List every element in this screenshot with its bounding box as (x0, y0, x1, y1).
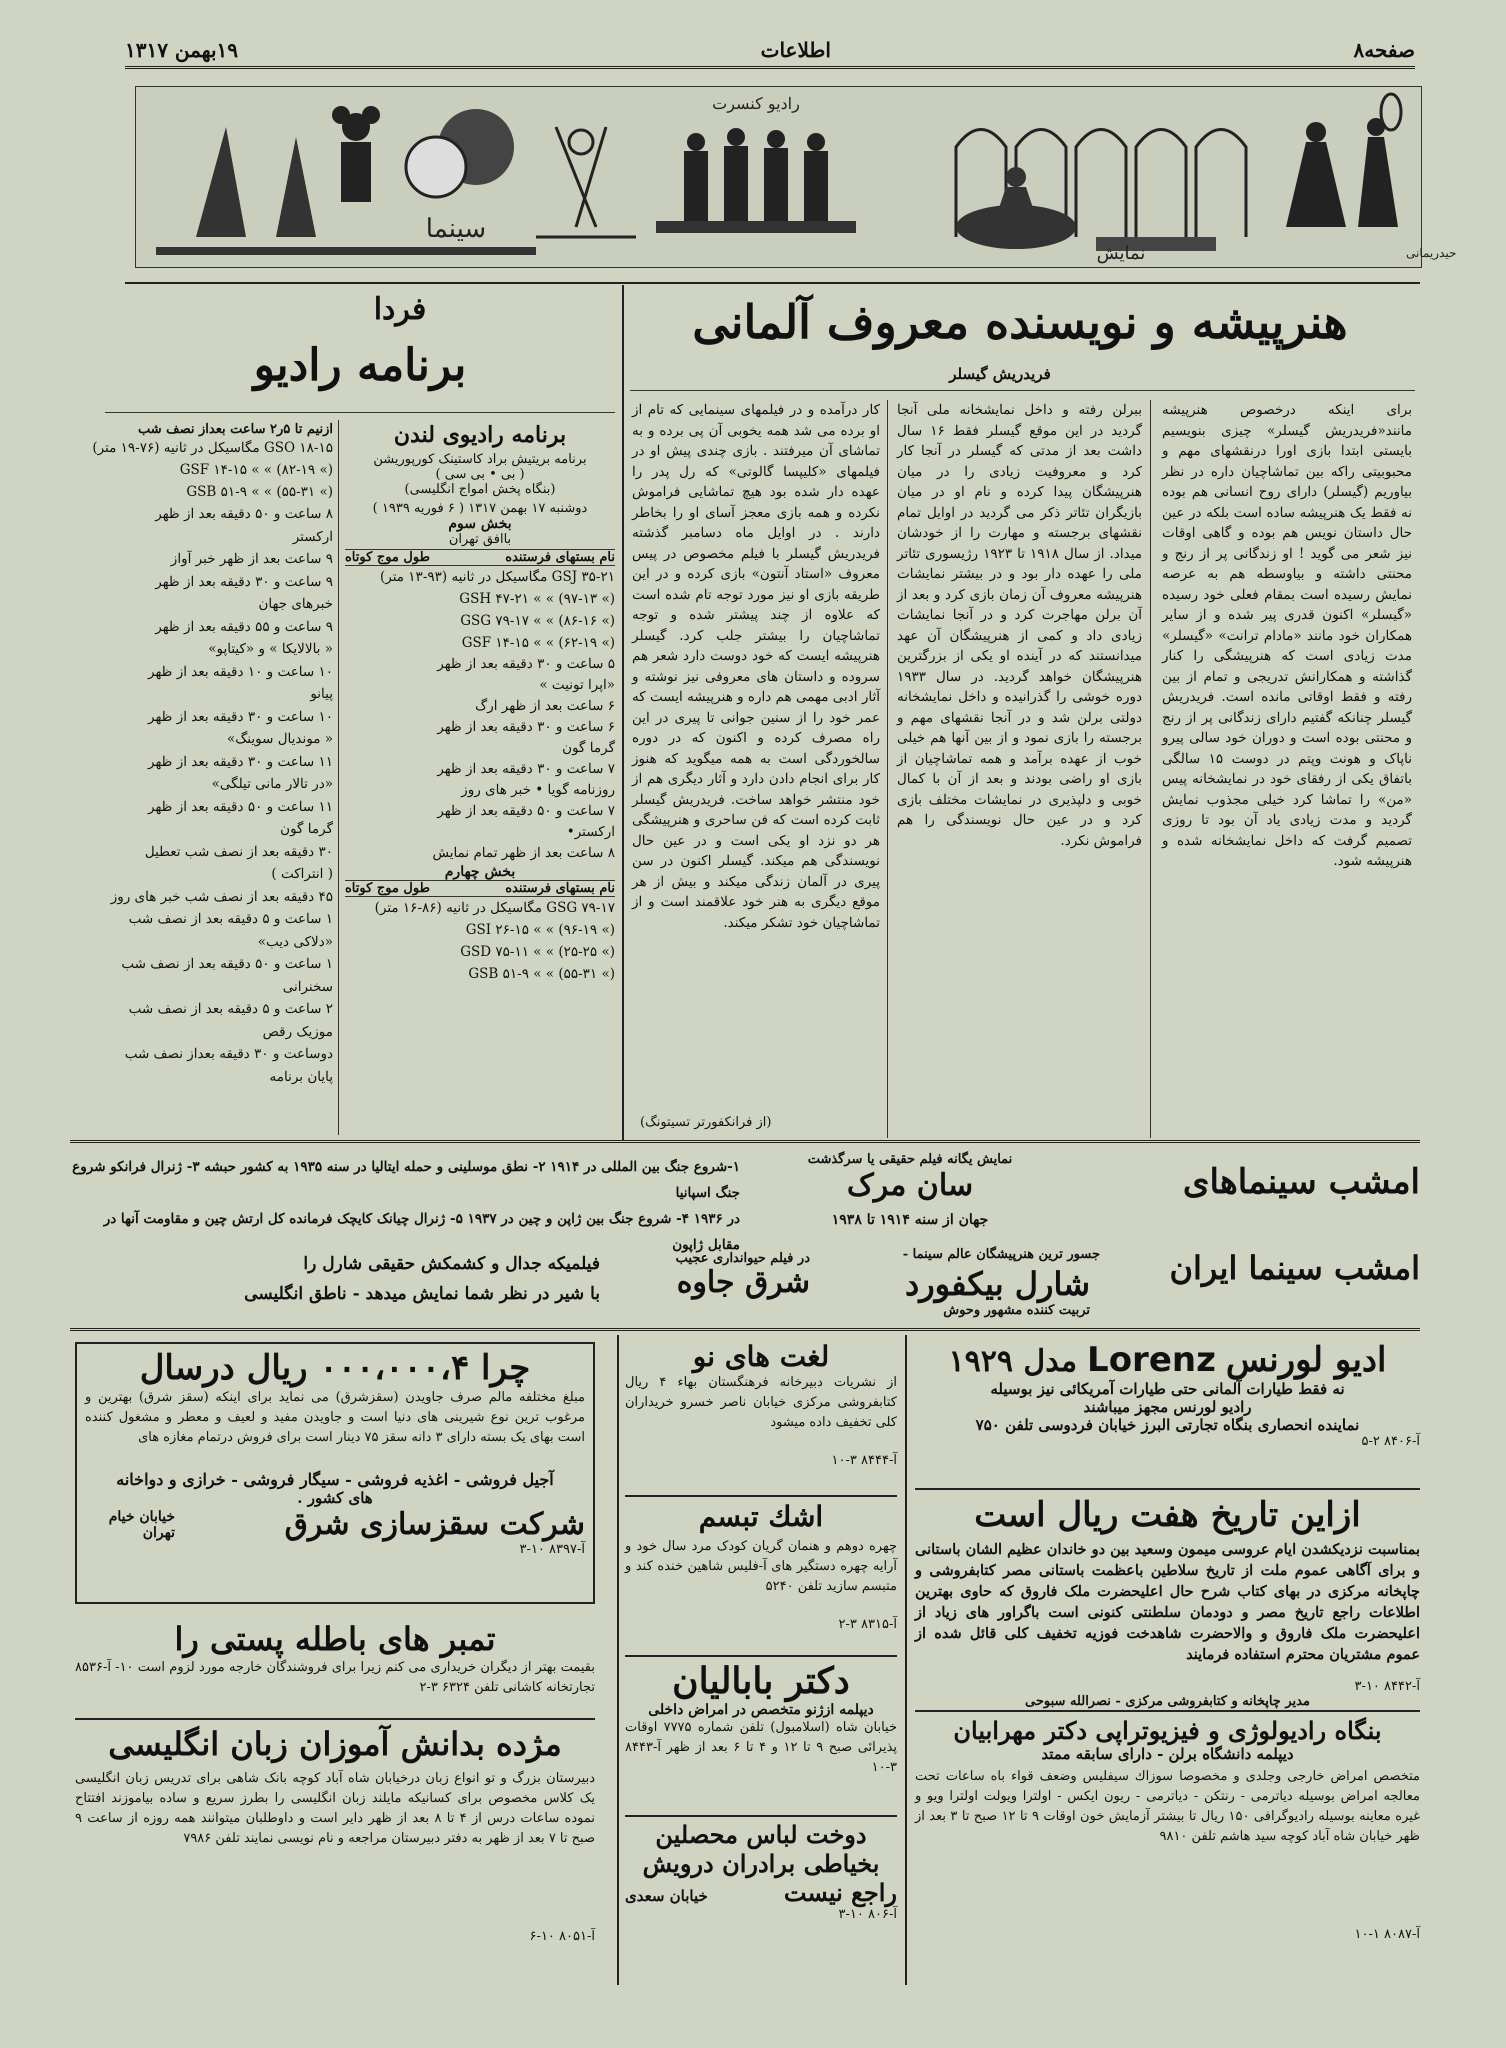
stamps-body: بقیمت بهتر از دیگران خریداری می کنم زیرا برای فروشندگان خارجه مورد لزوم است ۱۰- آ-۸۵۳۶ تجارتخانه کاشانی تلفن ۶۳۲۴ ۳-۲ (75, 1660, 596, 1695)
station-wave: ۳۵-۲۱ مگاسیکل در ثانیه (۹۳-۱۳ متر) (379, 569, 615, 585)
article-col1-text: برای اینکه درخصوص هنرپیشه مانند«فریدریش گیسلر» چیزی بنویسیم بایستی ابتدا بازی اورا درنقشهای مهم و محبوبیتی راکه بین تماشاچیان داره در نظر بیاوریم (گیسلر) دارای روح انسانی هم بوده نه فقط یک هنرپیشه ساده است بلکه در عین حال داستان نویس هم بوده و گاهی اوقات نیز شعر می گوید ! او زندگانی پر از رنج و محنتی داشته و بیاوسطه هم به عرصه نمایش رسیده است بمقام فعلی خود رسیده «گیسلر» اکنون قدری پیر شده و از سایر همکاران خود مانند «مادام ترانت» «گیسلر» مدت زیادی است که هنرپیشگی را کنار گذاشته و همکارانش تدریجی و تمام از بین رفته و فقط اوقاتی مانده است. فریدریش گیسلر چنانکه گفتیم دارای زندگانی پر از رنج و محنتی بوده است و دوران خود سالی پیرو ناپاک و هونت وپتم در دوست ۱۵ سالگی باتفاق یکی از رفقای خود در نمایشخانه پیس «من» را تماشا کرد خیلی مجذوب نمایش گردید و مدت زیادی یاد آن بود تا روزی تصمیم گرفت که داخل نمایشخانه شده و هنرپیشه شود. (1162, 402, 1412, 869)
radiology-clinic-ad (915, 1716, 1420, 1976)
station-table-header (345, 880, 615, 897)
london-subtitle: برنامه بریتیش براد کاستینک کورپوریشن (373, 452, 587, 467)
bbc-label: ( بی • بی سی ) (435, 467, 525, 482)
station-wave: ۷۵-۱۱ « « (۲۵-۲۵ «) (495, 944, 615, 960)
station-row (345, 941, 615, 963)
schedule-line: ۶ ساعت و ۳۰ دقیقه بعد از ظهر (437, 719, 615, 735)
schedule-line: ۱ ساعت و ۵ دقیقه بعد از نصف شب (128, 911, 333, 927)
schedule-line: ۴۵ دقیقه بعد از نصف شب خبر های روز (110, 888, 333, 905)
tailor-address: خیابان سعدی (625, 1887, 708, 1905)
divider (625, 1495, 897, 1497)
schedule-line: موزیک رقص (262, 1023, 333, 1040)
film-intro: در فیلم حیوانداری عجیب (675, 1251, 810, 1266)
clinic-title: بنگاه رادیولوژی و فیزیوتراپی دکتر مهرابیان (953, 1716, 1382, 1745)
actor-intro: جسور ترین هنرپیشگان عالم سینما - (902, 1247, 1100, 1262)
description-line: با شیر در نظر شما نمایش میدهد - ناطق انگلیسی (244, 1284, 600, 1304)
schedule-line: ارکستر• (566, 824, 615, 840)
new-words-title: لغت های نو (692, 1340, 830, 1373)
ad-code: آ-۸۰۸۷ ۱-۱۰ (1354, 1927, 1420, 1942)
schedule-line: ۱۱ ساعت و ۵۰ دقیقه بعد از ظهر (148, 798, 333, 815)
description-line: فیلمیکه جدال و کشمکش حقیقی شارل را (303, 1254, 600, 1274)
artist-signature: حیدریمانی (1406, 246, 1457, 260)
egypt-history-book-ad (915, 1495, 1420, 1709)
schedule-line: « بالالایکا » و «کیتاپو» (208, 641, 333, 657)
article-source: (از فرانکفورتر تسیتونگ) (640, 1115, 772, 1130)
schedule-line: دوساعت و ۳۰ دقیقه بعداز نصف شب (124, 1046, 333, 1062)
film-title: شرق جاوه (676, 1265, 810, 1300)
column-divider (617, 1335, 619, 1985)
station-row (345, 632, 615, 654)
part3-stations (345, 566, 615, 654)
schedule-line: پیانو (310, 686, 333, 702)
cinema-ad-iran (70, 1245, 1420, 1320)
cinema-ad-sub: جهان از سنه ۱۹۱۴ تا ۱۹۳۸ (831, 1212, 989, 1228)
divider (105, 412, 615, 413)
ashk-tabassom-ad (625, 1500, 897, 1650)
schedule-line: ۹ ساعت و ۳۰ دقیقه بعد از ظهر (155, 573, 333, 590)
tailor-ad (625, 1820, 897, 1980)
station-row (345, 566, 615, 588)
newspaper-name: اطلاعات (760, 38, 831, 62)
lorenz-line: رادیو لورنس مجهز میباشند (1083, 1398, 1252, 1416)
header-illustration (135, 86, 1457, 268)
radio-kicker: فردا (373, 292, 427, 327)
clinic-body: متخصص امراض خارجی وجلدی و مخصوصا سوزاك سیفلیس وضعف قواء باه ساعات تحت معالجه امراض بوسیله دیاترمی - رنتکن - دیاترمی - ریون ایکس - اولترا ویولت اولترا ویو و غیره معاینه بوسیله رادیوگرافی ۱۵۰ ریال تا بیشتر آزمایش خون اوقات ۹ تا ۱۲ صبح تا ۳ بعد از ظهر خیابان شاه آباد کوچه سید هاشم تلفن ۹۸۱۰ (915, 1769, 1420, 1844)
schedule-line: ۱۰ ساعت و ۱۰ دقیقه بعد از ظهر (148, 663, 333, 680)
station-code: GSI (465, 922, 492, 938)
page-header (125, 38, 1415, 69)
station-wave: ۷۹-۱۷ « « (۸۶-۱۶ «) (495, 613, 615, 629)
schedule-line: «در تالار مانی تیلگی» (211, 776, 333, 792)
lorenz-title: ادیو لورنس (1225, 1340, 1387, 1380)
station-wave: ۱۸-۱۵ مگاسیکل در ثانیه (۷۶-۱۹ متر) (92, 440, 333, 456)
divider (125, 282, 1420, 284)
station-wave: ۴۷-۲۱ « « (۹۷-۱۳ «) (495, 591, 615, 607)
station-table-header (345, 549, 615, 566)
schedule-line: سخنرانی (282, 978, 333, 995)
station-row (345, 897, 615, 919)
program-date: دوشنبه ۱۷ بهمن ۱۳۱۷ ( ۶ فوریه ۱۹۳۹ ) (372, 501, 588, 516)
gum-ad-shops: آجیل فروشی - اغذیه فروشی - سیگار فروشی - خرازی و دواخانه (116, 1470, 554, 1489)
bbc-language: (بنگاه پخش امواج انگلیسی) (404, 482, 556, 497)
lorenz-brand: Lorenz (1087, 1340, 1216, 1380)
ad-code: آ-۸۴۰۶ ۲-۵ (1361, 1434, 1420, 1449)
article-col3-text: کار درآمده و در فیلمهای سینمایی که تام از او برده می شد همه یخوبی آن پی برده و به تماشای آن میرفتند . بازی چندی پیش او در فیلمهای «کلیپسا گالوتی» که رل پدر را عهده دار شده بود هیچ تماشایی فراموش نکرده و همه بازی معجز آسای او را بخاطر دارند . در اوایل ماه دسامبر گذشته فریدریش گیسلر با فیلم مخصوص در پیس معروف «استاد آنتون» بازی کرده و در این طریقه بازی او نیز مورد توجه تام شده است که علاوه از چند پیشتر شده و توجه تماشاچیان را بیشتر جلب کرد. گیسلر هنرپیشه ایست که خود دوست دارد شعر هم سروده و داستان های معروفی نیز نوشته و آثار ادبی مهمی هم داره و هنرپیشه ایست که عمر خود را از سنین جوانی تا پیری در این راه مصرف کرده و اکنون که در دوره سالخوردگی است به همه میگوید که هنوز کار برای انجام دادن دارد و آثار دیگری هم از خود منتشر خواهد ساخت. فریدریش گیسلر ثابت کرده است که فن ساحری و هنرپیشگی هر دو نزد او یکی است و در عین حال نویسندگی هم میکند. گیسلر اکنون در سن پیری در آلمان زندگی میکند و بیش از هر موقع دیگری به هنر خود علاقمند است و از تماشاچیان خود تشکر میکند. (632, 402, 880, 931)
station-wave: ۲۶-۱۵ « « (۹۶-۱۹ «) (495, 922, 615, 938)
station-code: GSH (459, 591, 492, 607)
column-divider (338, 420, 339, 1135)
station-wave: ۷۹-۱۷ مگاسیکل در ثانیه (۸۶-۱۶ متر) (374, 900, 615, 916)
article-column-3 (632, 400, 880, 1110)
tailor-line: راجع نیست (783, 1878, 897, 1907)
cinema-ad-heading: امشب سینماهای (1182, 1162, 1420, 1202)
gum-ad-title: چرا ۰۰۰،۰۰۰،۴ ریال درسال (139, 1348, 531, 1388)
station-code: GSG (546, 900, 578, 916)
actor-description: تربیت کننده مشهور وحوش (943, 1303, 1090, 1318)
station-row (105, 481, 333, 503)
doctor-babaian-ad (625, 1660, 897, 1810)
article-col2-text: ببرلن رفته و داخل نمایشخانه ملی آنجا گردید در این موقع گیسلر فقط ۱۶ سال داشت بعد از مدتی که گیسلر در آنجا کار کرد و معروفیت زیادی را در میان هنرپیشگان پیدا کرده و نام او در میان بازیگران تئاتر ذکر می گردید در اوایل تمام نقشهای برجسته و مهارت را از خودشان میداد. از سال ۱۹۱۸ تا ۱۹۲۳ رژیسوری تئاتر ملی را عهده دار بود و در بیشتر نمایشات هنرپیشه معروف آن زمان بازی کرد و بعد از آن برلن مهاجرت کرد و در آنجا نمایشات زیادی داد و کمی از هنرپیشگان آن عهد میدانستند که در آینده او یکی از بزرگترین هنرپیشگان خواهد گردید. در سال ۱۹۳۳ دوره خوشی را گذرانیده و داخل نمایشخانه دولتی برلن شد و در آنجا نقشهای مهم و برجسته را بازی نمود و از بین آنها هم خیلی خوب از عهده برآمد و همه تماشاچیان از بازی او راضی بودند و بعد از آن با کمال خوبی و دلپذیری در نمایشات مختلف بازی کرد و در عین حال نویسندگی را هم فراموش نکرد. (897, 402, 1143, 849)
stamps-ad (75, 1620, 595, 1715)
ashk-body: چهره دوهم و هنمان گریان کودک مرد سال خود و آرایه چهره دستگیر های آ-فلیس شاهین خنده کند و متبسم سازید تلفن ۵۲۴۰ (625, 1539, 897, 1594)
stamps-title: تمبر های باطله پستی را (174, 1620, 496, 1658)
schedule-line: گرما گون (280, 821, 333, 837)
sagh-gum-ad (75, 1342, 595, 1604)
part3-heading: بخش سوم (448, 516, 512, 532)
new-words-ad (625, 1340, 897, 1490)
cinema-ad-sunmark (70, 1150, 1420, 1253)
schedule-line: ۵ ساعت و ۳۰ دقیقه بعد از ظهر (437, 656, 615, 672)
radio-concert-label: رادیو کنسرت (712, 94, 800, 113)
station-code: GSG (460, 613, 492, 629)
book-ad-title: ازاین تاریخ هفت ریال است (974, 1495, 1361, 1535)
station-code: GSO (264, 440, 296, 456)
station-row (345, 919, 615, 941)
schedule-line: روزنامه گویا • خبر های روز (461, 782, 615, 798)
book-ad-signature: مدیر چاپخانه و کتابفروشی مرکزی - نصرالله سبوحی (1025, 1694, 1310, 1709)
ad-code: آ-۸۳۹۷ ۱۰-۳ (519, 1542, 585, 1557)
table-head-name: نام بستهای فرستنده (505, 881, 615, 896)
part4-heading: بخش چهارم (444, 864, 516, 880)
cinema-ad-details (70, 1154, 740, 1258)
station-wave: ۵۱-۹ « « (۵۵-۳۱ «) (220, 484, 333, 500)
article-column-2 (897, 400, 1142, 1138)
station-code: GSJ (551, 569, 578, 585)
tailor-title: دوخت لباس محصلین (655, 1820, 867, 1849)
ashk-title: اشك تبسم (698, 1500, 824, 1533)
schedule-line: ۷ ساعت و ۵۰ دقیقه بعد از ظهر (437, 803, 615, 819)
station-row (345, 588, 615, 610)
divider (915, 1488, 1420, 1490)
book-ad-body: بمناسبت نزدیکشدن ایام عروسی میمون وسعید بین دو خاندان عظیم الشان باستانی و برای آگاهی عموم ملت از تاریخ سلاطین باعظمت باستانی مصر کتابفروشی و چاپخانه مرکزی در بهای کتاب شرح حال اعلیحضرت ملک فاروق که حاوی بهترین اطلاعات راجع تاریخ مصر و دودمان سلطنتی کنونی است باگراور های زیاد از اعلیحضرت ملک فاروق و والاحضرت شاهدخت فوزیه تخفیف کلی قائل شده از عموم مشتریان محترم استفاده فرمایند (915, 1541, 1420, 1663)
column-divider (887, 400, 888, 1138)
theatre-label: نمایش (1096, 243, 1146, 264)
article-title: هنرپیشه و نویسنده معروف آلمانی (692, 295, 1348, 349)
schedule-line: ۱۰ ساعت و ۳۰ دقیقه بعد از ظهر (148, 708, 333, 725)
divider (70, 1328, 1420, 1331)
details-line: در ۱۹۳۶ ۴- شروع جنگ بین ژاپن و چین در ۱۹۳۷ ۵- ژنرال چیانک کایچک فرمانده کل ارتش چین و مقاومت آنها در مقابل ژاپون (103, 1211, 740, 1253)
station-code: GSF (179, 462, 210, 478)
column-divider (905, 1335, 907, 1985)
divider (75, 1718, 595, 1720)
table-head-name: نام بستهای فرستنده (505, 550, 615, 565)
company-name: شرکت سقزسازی شرق (284, 1507, 585, 1542)
schedule-line: ۲ ساعت و ۵ دقیقه بعد از نصف شب (128, 1001, 333, 1017)
schedule-line: ۸ ساعت بعد از ظهر تمام نمایش (432, 845, 615, 861)
schedule-line: ۷ ساعت و ۳۰ دقیقه بعد از ظهر (437, 761, 615, 777)
schedule-line: پایان برنامه (269, 1068, 333, 1085)
doctor-details: خیابان شاه (اسلامبول) تلفن شماره ۷۷۷۵ اوقات پذیرائی صبح ۹ تا ۱۲ و ۴ تا ۶ بعد از ظهر آ-۸۴۴۳ ۳-۱۰ (625, 1720, 898, 1775)
column-divider (1150, 400, 1151, 1138)
schedule-line: « موندیال سوینگ» (226, 731, 333, 747)
table-head-wave: طول موج کوتاه (345, 550, 430, 565)
station-row (92, 437, 333, 459)
divider (625, 1815, 897, 1817)
ad-code: آ-۸۰۵۱ ۱۰-۶ (529, 1929, 595, 1944)
station-row (345, 963, 615, 985)
table-head-wave: طول موج کوتاه (345, 881, 430, 896)
issue-date: ۱۹بهمن ۱۳۱۷ (125, 38, 238, 62)
ad-code: آ-۸۴۴۲ ۱۰-۳ (1354, 1679, 1420, 1694)
tailor-line: بخیاطی برادران درویش (642, 1849, 880, 1878)
station-code: GSB (468, 966, 499, 982)
schedule-line: ۱۱ ساعت و ۳۰ دقیقه بعد از ظهر (148, 753, 333, 770)
station-wave: ۵۱-۹ « « (۵۵-۳۱ «) (502, 966, 615, 982)
station-code: GSF (461, 635, 492, 651)
school-ad-body: دبیرستان بزرگ و تو انواع زبان درخیابان شاه آباد کوچه بانک شاهی برای تدریس زبان انگلیسی یک کلاس مخصوص برای کسانیکه مایلند زبان انگلیسی را بطرز سریع و ساده بیاموزند افتتاح نموده ساعات درس از ۴ تا ۸ بعد از ظهر دایر است و داوطلبان میتوانند همه روزه از ساعت ۹ صبح تا ۷ بعد از ظهر به دفتر دبیرستان مراجعه و نام نویسی نمایند تلفن ۷۹۸۶ (75, 1771, 596, 1846)
lorenz-model: مدل ۱۹۲۹ (948, 1344, 1078, 1379)
doctor-specialty: دیپلمه ازژنو متخصص در امراض داخلی (648, 1702, 874, 1718)
gum-ad-body: مبلغ مختلفه مالم صرف جاویدن (سقزشرق) می نماید برای اینکه (سقز شرق) بهترین و مرغوب ترین نوع شیرینی های دنیا است و جاویدن مفید و لعیف و معطر و مشغول کننده است بهای یک بسته دارای ۳ دانه سقز ۷۵ دینار است برای فروش درتمام مغازه های (85, 1390, 585, 1445)
doctor-name: دکتر بابالیان (672, 1660, 850, 1702)
cinema-iran-heading: امشب سینما ایران (1169, 1249, 1420, 1287)
ad-code: آ-۸۰۶ ۱۰-۳ (838, 1907, 897, 1922)
late-stations (92, 437, 333, 503)
schedule-line: خبرهای جهان (258, 596, 333, 612)
company-address: خیابان خیام تهران (108, 1508, 175, 1541)
station-wave: ۱۴-۱۵ « « (۶۲-۱۹ «) (495, 635, 615, 651)
divider (625, 1655, 897, 1657)
divider (630, 390, 1415, 391)
lorenz-line: نه فقط طیارات آلمانی حتی طیارات آمریکائی نیز بوسیله (990, 1380, 1345, 1398)
english-school-ad (75, 1725, 595, 1980)
ad-code: آ-۸۴۴۴ ۳-۱۰ (831, 1453, 897, 1468)
radio-late-program (92, 422, 333, 1088)
article-subtitle: فریدریش گیسلر (949, 365, 1051, 383)
actor-name: شارل بیکفورد (904, 1265, 1090, 1303)
schedule-line: ۱ ساعت و ۵۰ دقیقه بعد از نصف شب (121, 956, 333, 972)
lorenz-radio-ad (915, 1340, 1420, 1485)
ad-code: آ-۸۳۱۵ ۳-۲ (838, 1617, 897, 1632)
station-row (345, 610, 615, 632)
lorenz-line: نماینده انحصاری بنگاه تجارتی البرز خیابان فردوسی تلفن ۷۵۰ (975, 1416, 1360, 1434)
radio-title: برنامه رادیو (253, 340, 467, 391)
schedule-line: ۹ ساعت و ۵۵ دقیقه بعد از ظهر (155, 618, 333, 635)
station-code: GSB (186, 484, 217, 500)
late-schedule (105, 503, 333, 1088)
schedule-line: ۹ ساعت بعد از ظهر خبر آواز (170, 551, 333, 567)
schedule-line: ۶ ساعت بعد از ظهر ارگ (475, 698, 615, 714)
station-row (105, 459, 333, 481)
film-description (70, 1249, 600, 1309)
schedule-line: ۸ ساعت و ۵۰ دقیقه بعد از ظهر (155, 506, 333, 522)
late-heading: ازنیم تا ۵ر۲ ساعت بعداز نصف شب (137, 422, 333, 437)
banner-drawing (136, 87, 1457, 267)
london-program (345, 422, 615, 985)
schedule-line: ( انتراکت ) (271, 866, 333, 882)
film-title: سان مرک (846, 1168, 974, 1203)
schedule-line: ارکستر (292, 528, 333, 545)
details-line: ۱-شروع جنگ بین المللی در ۱۹۱۴ ۲- نطق موسلینی و حمله ایتالیا در سنه ۱۹۳۵ به کشور حبشه ۳- ژنرال فرانکو شروع جنگ اسپانیا (72, 1159, 740, 1201)
clinic-subtitle: دیپلمه دانشگاه برلن - دارای سابقه ممتد (1041, 1745, 1294, 1763)
schedule-line: گرما گون (562, 740, 615, 756)
new-words-body: از نشریات دبیرخانه فرهنگستان بهاء ۴ ریال کتابفروشی مرکزی خیابان ناصر خسرو خریداران کلی تخفیف داده میشود (625, 1375, 898, 1430)
schedule-line: «اپرا تونیت » (539, 677, 615, 693)
school-ad-title: مژده بدانش آموزان زبان انگلیسی (108, 1725, 562, 1763)
article-column-1 (1162, 400, 1412, 1138)
divider (70, 1140, 1420, 1143)
page-number: صفحه۸ (1353, 38, 1415, 62)
gum-ad-tail: های کشور . (297, 1489, 373, 1507)
column-divider (622, 285, 624, 1140)
cinema-ad-intro: نمایش یگانه فیلم حقیقی یا سرگذشت (807, 1152, 1013, 1167)
divider (915, 1710, 1420, 1712)
london-title: برنامه رادیوی لندن (393, 422, 567, 448)
part3-schedule (345, 654, 615, 864)
station-wave: ۱۴-۱۵ « « (۸۲-۱۹ «) (213, 462, 333, 478)
part3-sub: باافق تهران (448, 532, 512, 547)
schedule-line: ۳۰ دقیقه بعد از نصف شب تعطیل (144, 843, 333, 860)
cinema-label: سینما (425, 214, 487, 244)
station-code: GSD (460, 944, 492, 960)
part4-stations (345, 897, 615, 985)
schedule-line: «دلاکی دیب» (257, 933, 333, 950)
